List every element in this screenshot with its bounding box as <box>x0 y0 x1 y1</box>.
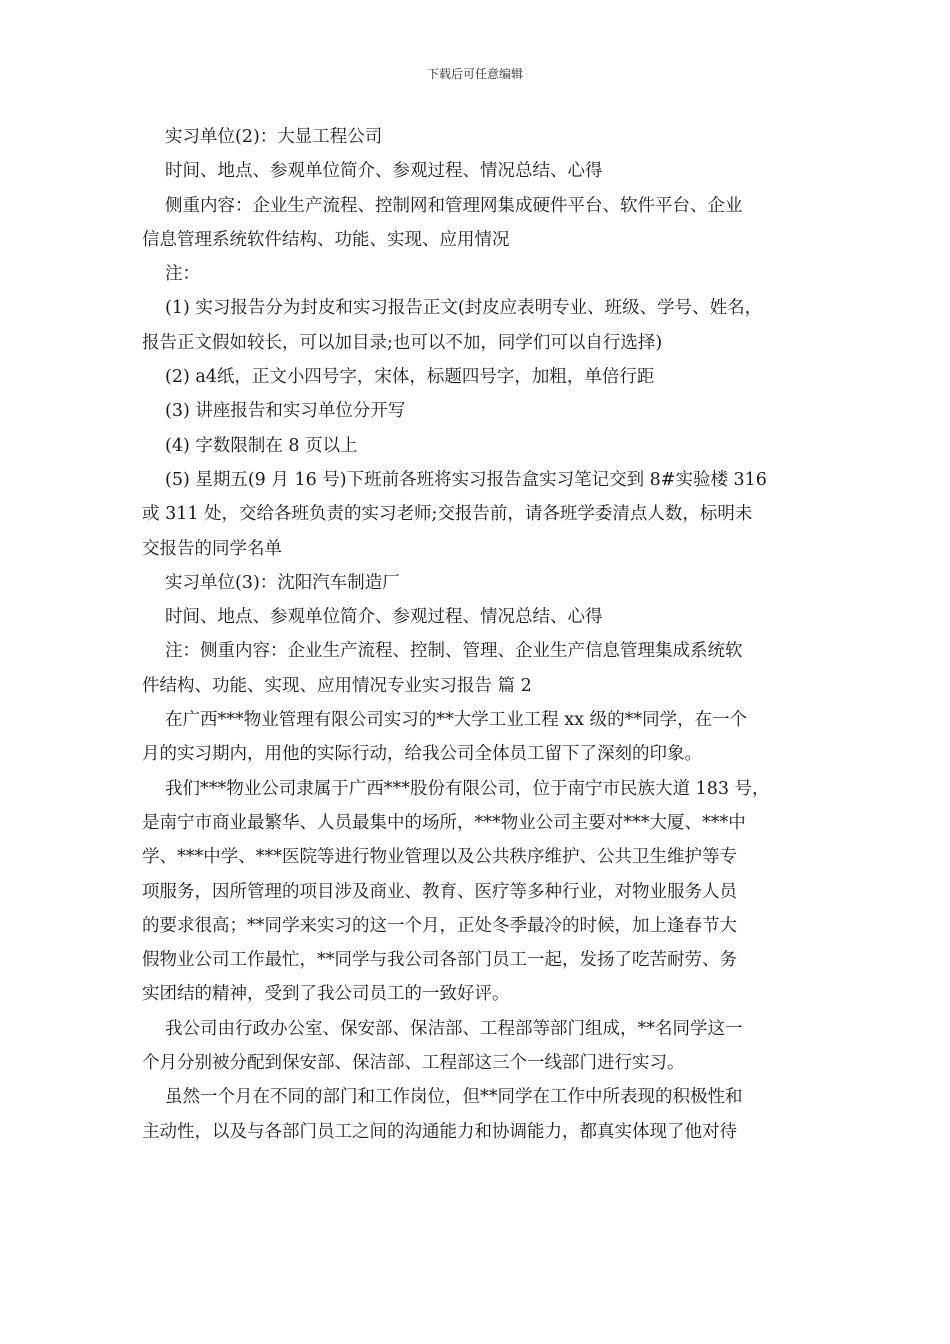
paragraph-line: 学、***中学、***医院等进行物业管理以及公共秩序维护、公共卫生维护等专 <box>142 847 737 868</box>
paragraph-line: (4) 字数限制在 8 页以上 <box>165 435 358 456</box>
paragraph-line: 在广西***物业管理有限公司实习的**大学工业工程 xx 级的**同学，在一个 <box>165 710 748 731</box>
paragraph <box>142 1080 810 1149</box>
paragraph-line: 侧重内容：企业生产流程、控制网和管理网集成硬件平台、软件平台、企业 <box>165 195 743 216</box>
paragraph-line: 信息管理系统软件结构、功能、实现、应用情况 <box>142 229 510 250</box>
paragraph <box>142 703 810 772</box>
paragraph-line: 报告正文假如较长，可以加目录;也可以不加，同学们可以自行选择) <box>142 332 663 353</box>
paragraph-line: 我公司由行政办公室、保安部、保洁部、工程部等部门组成，**名同学这一 <box>165 1018 743 1039</box>
paragraph <box>142 634 810 703</box>
paragraph-line: 时间、地点、参观单位简介、参观过程、情况总结、心得 <box>165 607 603 628</box>
paragraph <box>142 1012 810 1081</box>
paragraph-line: 项服务，因所管理的项目涉及商业、教育、医疗等多种行业，对物业服务人员 <box>142 881 737 902</box>
paragraph-line: 交报告的同学名单 <box>142 538 282 559</box>
page-header-note: 下载后可任意编辑 <box>426 67 523 81</box>
paragraph-line: 假物业公司工作最忙，**同学与我公司各部门员工一起，发扬了吃苦耐劳、务 <box>142 950 737 971</box>
paragraph <box>142 120 810 154</box>
paragraph <box>142 291 810 360</box>
document-body <box>142 120 810 1149</box>
paragraph-line: (2) a4纸，正文小四号字，宋体，标题四号字，加粗，单倍行距 <box>165 367 655 388</box>
paragraph-line: (5) 星期五(9 月 16 号)下班前各班将实习报告盒实习笔记交到 8#实验楼 316 <box>165 469 767 490</box>
paragraph-line: (3) 讲座报告和实习单位分开写 <box>165 401 406 422</box>
paragraph-line: 虽然一个月在不同的部门和工作岗位，但**同学在工作中所表现的积极性和 <box>165 1087 743 1108</box>
paragraph-line: 实习单位(2)：大显工程公司 <box>165 127 383 147</box>
paragraph-line: 的要求很高；**同学来实习的这一个月，正处冬季最冷的时候，加上逢春节大 <box>142 915 737 936</box>
paragraph-line: 实团结的精神，受到了我公司员工的一致好评。 <box>142 984 510 1005</box>
paragraph-line: 个月分别被分配到保安部、保洁部、工程部这三个一线部门进行实习。 <box>142 1053 685 1074</box>
paragraph-line: 月的实习期内，用他的实际行动，给我公司全体员工留下了深刻的印象。 <box>142 744 702 765</box>
paragraph <box>142 154 810 188</box>
paragraph <box>142 257 810 291</box>
paragraph-line: 是南宁市商业最繁华、人员最集中的场所，***物业公司主要对***大厦、***中 <box>142 812 746 833</box>
paragraph <box>142 360 810 394</box>
paragraph <box>142 189 810 258</box>
paragraph-line: 时间、地点、参观单位简介、参观过程、情况总结、心得 <box>165 161 603 182</box>
paragraph-line: 注： <box>165 264 200 285</box>
paragraph <box>142 429 810 463</box>
paragraph-line: 注：侧重内容：企业生产流程、控制、管理、企业生产信息管理集成系统软 <box>165 641 743 662</box>
paragraph <box>142 566 810 600</box>
paragraph <box>142 394 810 428</box>
paragraph-line: 件结构、功能、实现、应用情况专业实习报告 篇 2 <box>142 675 532 696</box>
paragraph-line: 实习单位(3)：沈阳汽车制造厂 <box>165 572 400 593</box>
paragraph-line: (1) 实习报告分为封皮和实习报告正文(封皮应表明专业、班级、学号、姓名， <box>165 298 763 319</box>
paragraph <box>142 772 810 1012</box>
paragraph-line: 我们***物业公司隶属于广西***股份有限公司，位于南宁市民族大道 183 号， <box>165 778 770 799</box>
paragraph <box>142 600 810 634</box>
paragraph-line: 或 311 处，交给各班负责的实习老师;交报告前，请各班学委清点人数，标明未 <box>142 504 753 525</box>
paragraph <box>142 463 810 566</box>
paragraph-line: 主动性，以及与各部门员工之间的沟通能力和协调能力，都真实体现了他对待 <box>142 1121 737 1142</box>
